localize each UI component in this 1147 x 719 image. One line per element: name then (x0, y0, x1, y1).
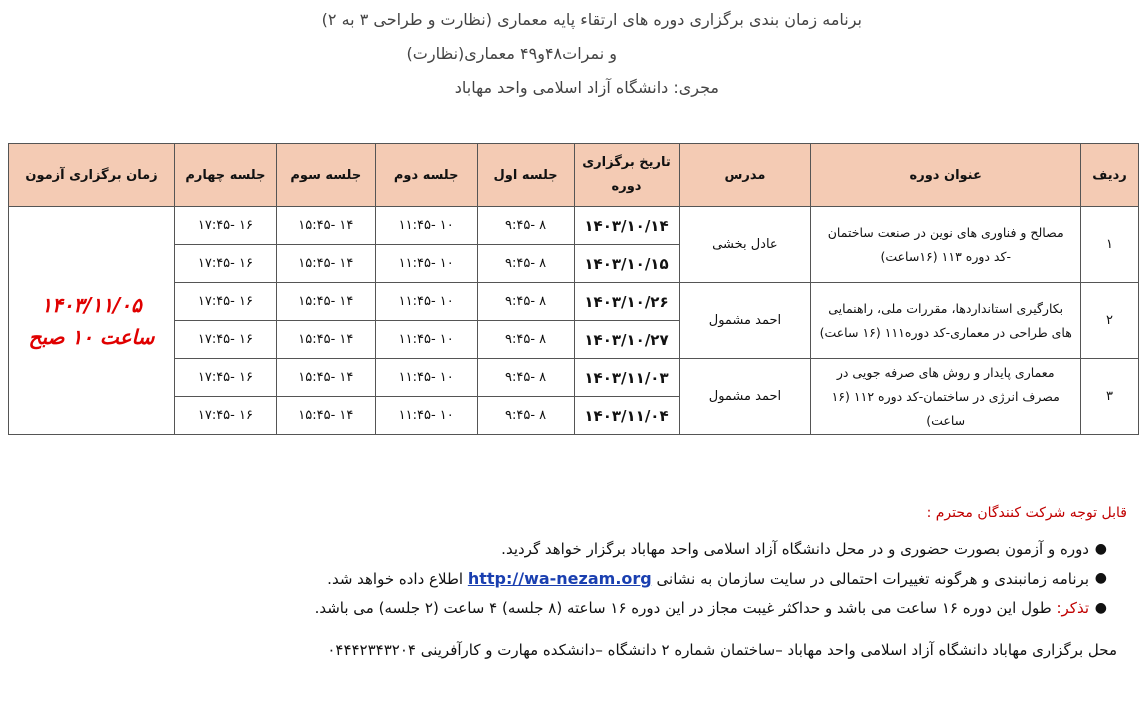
table-row (9, 283, 1139, 321)
course-title: بکارگیری استانداردها، مقررات ملی، راهنمایی های طراحی در معماری-کد دوره۱۱۱ (۱۶ ساعت) (811, 283, 1081, 359)
course-teacher: عادل بخشی (679, 207, 811, 283)
session-4-time: ۱۶ -۱۷:۴۵ (174, 321, 276, 359)
note-text: دوره و آزمون بصورت حضوری و در محل دانشگاه آزاد اسلامی واحد مهاباد برگزار خواهد گردید. (501, 540, 1089, 558)
session-4-time: ۱۶ -۱۷:۴۵ (174, 359, 276, 397)
session-1-time: ۸ -۹:۴۵ (477, 245, 574, 283)
session-1-time: ۸ -۹:۴۵ (477, 207, 574, 245)
course-teacher: احمد مشمول (679, 283, 811, 359)
table-row (9, 207, 1139, 245)
course-date: ۱۴۰۳/۱۱/۰۴ (574, 397, 679, 435)
header-session-3: جلسه سوم (276, 144, 375, 207)
session-2-time: ۱۰ -۱۱:۴۵ (375, 321, 477, 359)
session-3-time: ۱۴ -۱۵:۴۵ (276, 359, 375, 397)
header-line-3: مجری: دانشگاه آزاد اسلامی واحد مهاباد (454, 78, 719, 97)
notes-section (17, 505, 1127, 659)
session-3-time: ۱۴ -۱۵:۴۵ (276, 207, 375, 245)
course-date: ۱۴۰۳/۱۰/۱۴ (574, 207, 679, 245)
header-session-1: جلسه اول (477, 144, 574, 207)
header-line-1: برنامه زمان بندی برگزاری دوره های ارتقاء پایه معماری (نظارت و طراحی ۳ به ۲) (321, 10, 862, 29)
header-course-title: عنوان دوره (811, 144, 1081, 207)
list-item (17, 594, 1107, 623)
session-1-time: ۸ -۹:۴۵ (477, 359, 574, 397)
note-text-suffix: اطلاع داده خواهد شد. (327, 570, 464, 588)
header-date-label: تاریخ برگزاری دوره (582, 155, 671, 194)
list-item (17, 535, 1107, 564)
header-line-2: و نمرات۴۸و۴۹ معماری(نظارت) (406, 44, 617, 63)
header-date (574, 144, 679, 207)
session-2-time: ۱۰ -۱۱:۴۵ (375, 283, 477, 321)
session-3-time: ۱۴ -۱۵:۴۵ (276, 397, 375, 435)
website-link[interactable]: http://wa-nezam.org (467, 569, 652, 588)
session-2-time: ۱۰ -۱۱:۴۵ (375, 245, 477, 283)
session-1-time: ۸ -۹:۴۵ (477, 397, 574, 435)
table-header-row (9, 144, 1139, 207)
bullet-icon: ● (1094, 541, 1107, 557)
course-title: مصالح و فناوری های نوین در صنعت ساختمان -کد دوره ۱۱۳ (۱۶ساعت) (811, 207, 1081, 283)
session-2-time: ۱۰ -۱۱:۴۵ (375, 397, 477, 435)
exam-date: ۱۴۰۳/۱۱/۰۵ (41, 292, 142, 317)
exam-hour: ساعت ۱۰ صبح (28, 324, 155, 349)
session-3-time: ۱۴ -۱۵:۴۵ (276, 283, 375, 321)
header-row-no: ردیف (1081, 144, 1139, 207)
header-session-4: جلسه چهارم (174, 144, 276, 207)
course-number: ۱ (1081, 207, 1139, 283)
course-title: معماری پایدار و روش های صرفه جویی در مصرف انرژی در ساختمان-کد دوره ۱۱۲ (۱۶ ساعت) (811, 359, 1081, 435)
course-date: ۱۴۰۳/۱۱/۰۳ (574, 359, 679, 397)
session-4-time: ۱۶ -۱۷:۴۵ (174, 283, 276, 321)
note-text: طول این دوره ۱۶ ساعت می باشد و حداکثر غیبت مجاز در این دوره ۱۶ ساعته (۸ جلسه) ۴ ساعت (۲ جلسه) می باشد. (314, 599, 1052, 617)
course-number: ۳ (1081, 359, 1139, 435)
course-date: ۱۴۰۳/۱۰/۲۷ (574, 321, 679, 359)
course-date: ۱۴۰۳/۱۰/۲۶ (574, 283, 679, 321)
schedule-table (8, 143, 1139, 435)
bullet-icon: ● (1094, 600, 1107, 616)
course-teacher: احمد مشمول (679, 359, 811, 435)
course-number: ۲ (1081, 283, 1139, 359)
table-row (9, 359, 1139, 397)
list-item (17, 564, 1107, 594)
session-4-time: ۱۶ -۱۷:۴۵ (174, 397, 276, 435)
course-date: ۱۴۰۳/۱۰/۱۵ (574, 245, 679, 283)
exam-time-cell (9, 207, 175, 435)
header-exam: زمان برگزاری آزمون (9, 144, 175, 207)
session-4-time: ۱۶ -۱۷:۴۵ (174, 207, 276, 245)
session-3-time: ۱۴ -۱۵:۴۵ (276, 321, 375, 359)
notes-heading: قابل توجه شرکت کنندگان محترم : (926, 505, 1127, 521)
session-2-time: ۱۰ -۱۱:۴۵ (375, 359, 477, 397)
session-2-time: ۱۰ -۱۱:۴۵ (375, 207, 477, 245)
venue-text: محل برگزاری مهاباد دانشگاه آزاد اسلامی واحد مهاباد –ساختمان شماره ۲ دانشگاه –دانشکده مهارت و کارآفرینی ۰۴۴۴۲۳۴۳۲۰۴ (327, 641, 1117, 659)
header-teacher: مدرس (679, 144, 811, 207)
header-session-2: جلسه دوم (375, 144, 477, 207)
notes-list (17, 535, 1127, 623)
session-1-time: ۸ -۹:۴۵ (477, 283, 574, 321)
session-3-time: ۱۴ -۱۵:۴۵ (276, 245, 375, 283)
session-1-time: ۸ -۹:۴۵ (477, 321, 574, 359)
session-4-time: ۱۶ -۱۷:۴۵ (174, 245, 276, 283)
bullet-icon: ● (1094, 570, 1107, 586)
note-text: برنامه زمانبندی و هرگونه تغییرات احتمالی در سایت سازمان به نشانی (656, 570, 1089, 588)
reminder-label: تذکر: (1056, 599, 1089, 617)
